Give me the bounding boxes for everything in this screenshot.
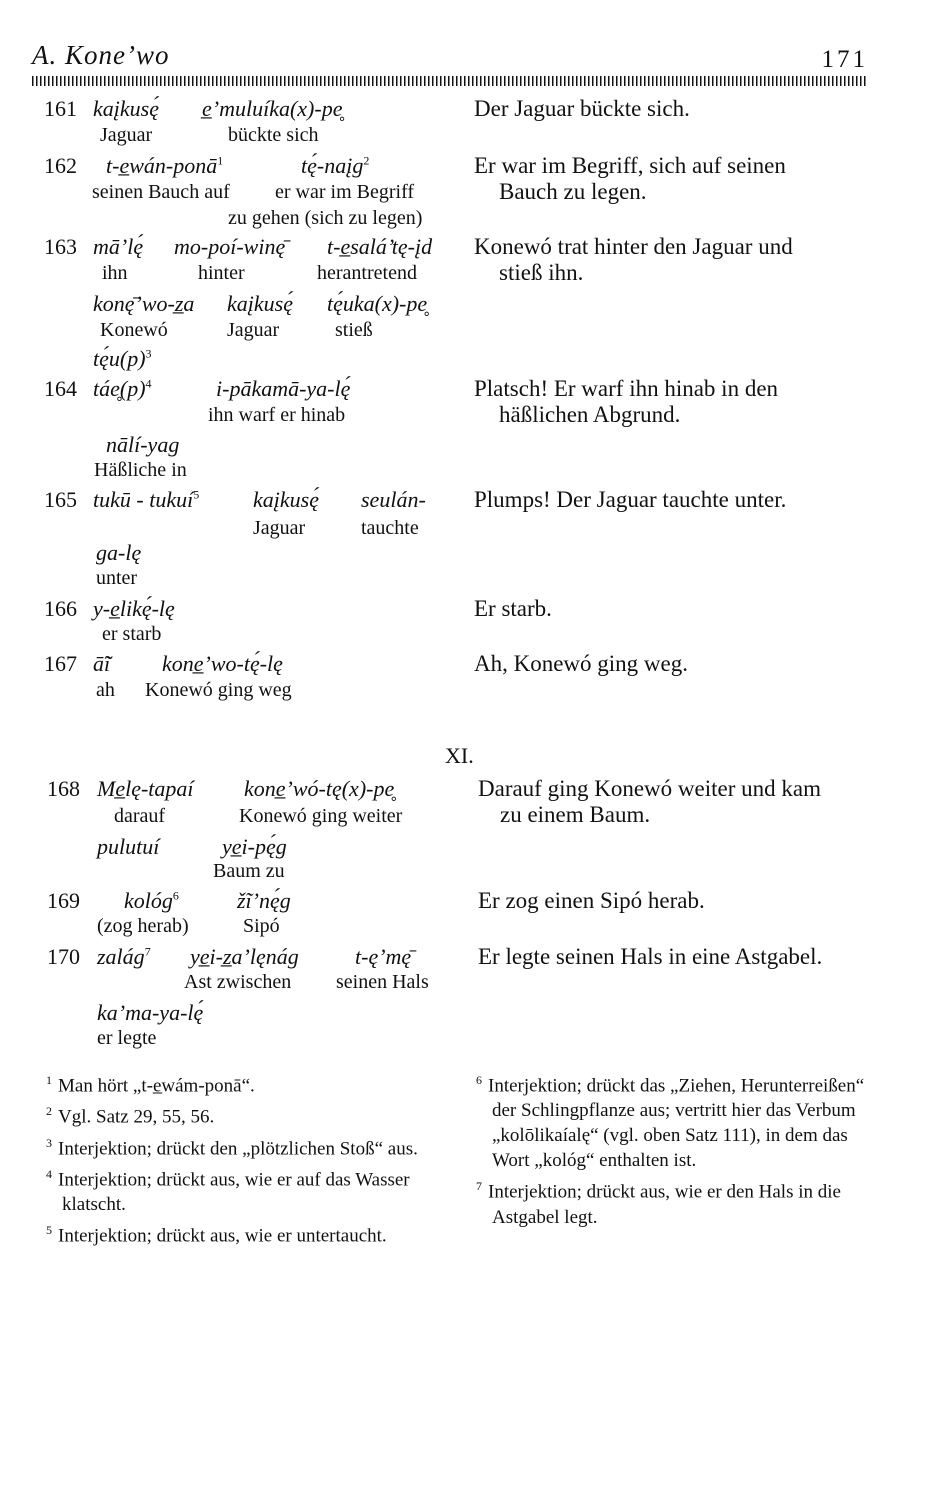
gloss-word: (zog herab)	[97, 915, 189, 937]
source-word: kaįkusę́	[227, 291, 293, 316]
translation-line: Er starb.	[474, 596, 552, 621]
gloss-word: er legte	[97, 1027, 157, 1049]
source-word: tę́-naįg$^2$	[301, 153, 370, 178]
footnotes-left-column	[46, 1068, 450, 1250]
footnote-marker: 1	[217, 153, 224, 168]
footnote-marker: 2	[46, 1104, 52, 1119]
translation-line: Bauch zu legen.	[499, 179, 647, 204]
source-word: nālí-yag	[106, 432, 180, 457]
source-word: seulán-	[361, 487, 426, 512]
gloss-word: unter	[96, 567, 138, 589]
gloss-word: hinter	[198, 262, 245, 284]
translation-line: Er legte seinen Hals in eine Astgabel.	[478, 944, 823, 969]
footnote-text: Interjektion; drückt aus, wie er untertaucht.	[58, 1225, 387, 1247]
source-word: kaįkusę́	[253, 487, 319, 512]
source-word: t-ę’mę̄	[355, 944, 412, 969]
gloss-word: Häßliche in	[94, 459, 187, 481]
source-word: ā̃ĩ	[93, 651, 111, 676]
gloss-word: ah	[96, 679, 115, 701]
footnote	[46, 1218, 450, 1248]
source-word: i-pākamā-ya-lę́	[216, 376, 351, 401]
source-word: $tę́u(p)^3$	[93, 346, 152, 371]
gloss-word: seinen Bauch auf	[92, 181, 230, 203]
gloss-word: stieß	[335, 319, 373, 341]
gloss-word: herantretend	[317, 262, 417, 284]
source-word: ga-lę	[96, 540, 142, 565]
source-word: $táe̥(p)^4$	[93, 376, 152, 401]
gloss-word: darauf	[114, 805, 166, 827]
gloss-word: ihn warf er hinab	[208, 404, 346, 426]
footnote	[46, 1131, 450, 1161]
page-number: 171	[821, 46, 868, 73]
footnote-text: Interjektion; drückt das „Ziehen, Herunterreißen“ der Schlingpflanze aus; vertritt hier das Verbum „kolōlikaíalę“ (vgl. oben Satz 111), in dem das Wort „kológ“ enthalten ist.	[488, 1075, 865, 1172]
source-word: pulutuí	[97, 834, 160, 859]
source-word: kone̲’wó-tę(x)-pe̥	[244, 776, 395, 801]
source-word: ye̲i-z̲a’lęnág	[190, 944, 299, 969]
footnote	[476, 1174, 878, 1229]
source-word: y-e̲likę́-lę	[93, 596, 175, 621]
sentence-number: 163	[44, 234, 77, 259]
footnote-marker: 4	[145, 376, 152, 391]
translation-line: Plumps! Der Jaguar tauchte unter.	[474, 487, 787, 512]
footnote	[46, 1068, 450, 1098]
gloss-word: Jaguar	[100, 124, 153, 146]
source-word: zalág$^7$	[97, 944, 151, 969]
source-word: kone̲’wo-tę́-lę	[162, 651, 283, 676]
footnote-text: Interjektion; drückt den „plötzlichen Stoß“ aus.	[58, 1137, 418, 1159]
sentence-number: 164	[44, 376, 77, 401]
translation-line: Er zog einen Sipó herab.	[478, 888, 705, 913]
footnote-marker: 3	[145, 346, 152, 361]
footnote-marker: 3	[46, 1135, 52, 1150]
footnote-marker: 7	[476, 1179, 482, 1194]
gloss-word: Konewó ging weiter	[239, 805, 403, 827]
translation-line: Er war im Begriff, sich auf seinen	[474, 153, 786, 178]
translation-line: Ah, Konewó ging weg.	[474, 651, 688, 676]
source-word: kológ$^6$	[124, 888, 179, 913]
translation-line: Darauf ging Konewó weiter und kam	[478, 776, 821, 801]
header-rule	[32, 76, 868, 86]
footnote-marker: 4	[46, 1166, 52, 1181]
gloss-word: Konewó ging weg	[145, 679, 292, 701]
footnote	[476, 1068, 878, 1173]
footnote-text: Interjektion; drückt aus, wie er den Hals in die Astgabel legt.	[488, 1181, 841, 1228]
sentence-number: 170	[47, 944, 80, 969]
translation-line: häßlichen Abgrund.	[499, 402, 681, 427]
sentence-number: 165	[44, 487, 77, 512]
source-word: mā’lę́	[93, 234, 144, 259]
gloss-word: tauchte	[361, 517, 419, 539]
source-word: t-e̲wán-ponā$^1$	[106, 153, 224, 178]
gloss-word: bückte sich	[228, 124, 319, 146]
source-word: e̲’muluíka(x)-pe̥	[202, 96, 343, 121]
source-word: konę̄’wo-z̲a	[93, 291, 195, 316]
running-header-title: A. Kone’wo	[32, 40, 170, 70]
footnote-text: Vgl. Satz 29, 55, 56.	[58, 1106, 215, 1128]
translation-line: zu einem Baum.	[500, 802, 651, 827]
sentence-number: 169	[47, 888, 80, 913]
footnote-text: Interjektion; drückt aus, wie er auf das Wasser klatscht.	[58, 1169, 410, 1216]
gloss-word: Ast zwischen	[184, 971, 292, 993]
source-word: žĩ’nę́g	[237, 888, 291, 913]
gloss-word: Jaguar	[227, 319, 280, 341]
footnote-marker: 2	[363, 153, 370, 168]
footnote-marker: 6	[476, 1073, 482, 1087]
sentence-number: 161	[44, 96, 77, 121]
translation-line: Konewó trat hinter den Jaguar und	[474, 234, 793, 259]
gloss-word: zu gehen (sich zu legen)	[228, 207, 423, 229]
footnote-marker: 5	[193, 487, 200, 502]
gloss-word: seinen Hals	[336, 971, 429, 993]
footnotes-right-column	[476, 1068, 878, 1231]
source-word: tukū - tukuí$^5$	[93, 487, 200, 512]
translation-line: Der Jaguar bückte sich.	[474, 96, 690, 121]
gloss-word: Baum zu	[213, 860, 285, 882]
sentence-number: 167	[44, 651, 77, 676]
translation-line: stieß ihn.	[499, 260, 584, 285]
source-word: tę́uka(x)-pe̥	[327, 291, 428, 316]
footnote-marker: 1	[46, 1073, 52, 1087]
source-word: ka’ma-ya-lę́	[97, 1000, 204, 1025]
section-heading: XI.	[445, 743, 474, 768]
gloss-word: ihn	[102, 262, 128, 284]
gloss-word: Sipó	[243, 915, 280, 937]
gloss-word: Konewó	[100, 319, 168, 341]
footnote-marker: 7	[144, 944, 151, 959]
gloss-word: Jaguar	[253, 517, 306, 539]
footnote-marker: 6	[172, 888, 179, 903]
source-word: t-e̲salá’tę-įd	[327, 234, 433, 259]
sentence-number: 162	[44, 153, 77, 178]
sentence-number: 166	[44, 596, 77, 621]
sentence-number: 168	[47, 776, 80, 801]
footnote	[46, 1099, 450, 1129]
translation-line: Platsch! Er warf ihn hinab in den	[474, 376, 779, 401]
gloss-word: er war im Begriff	[275, 181, 415, 203]
footnote-text: Man hört „t-e̲wám-ponā“.	[58, 1075, 255, 1097]
source-word: ye̲i-pę́g	[222, 834, 287, 859]
source-word: kaįkusę́	[93, 96, 159, 121]
gloss-word: er starb	[102, 623, 162, 645]
source-word: mo-poí-winę̄	[174, 234, 286, 259]
source-word: Me̲lę-tapaí	[97, 776, 194, 801]
footnote	[46, 1162, 450, 1217]
footnote-marker: 5	[46, 1223, 52, 1238]
